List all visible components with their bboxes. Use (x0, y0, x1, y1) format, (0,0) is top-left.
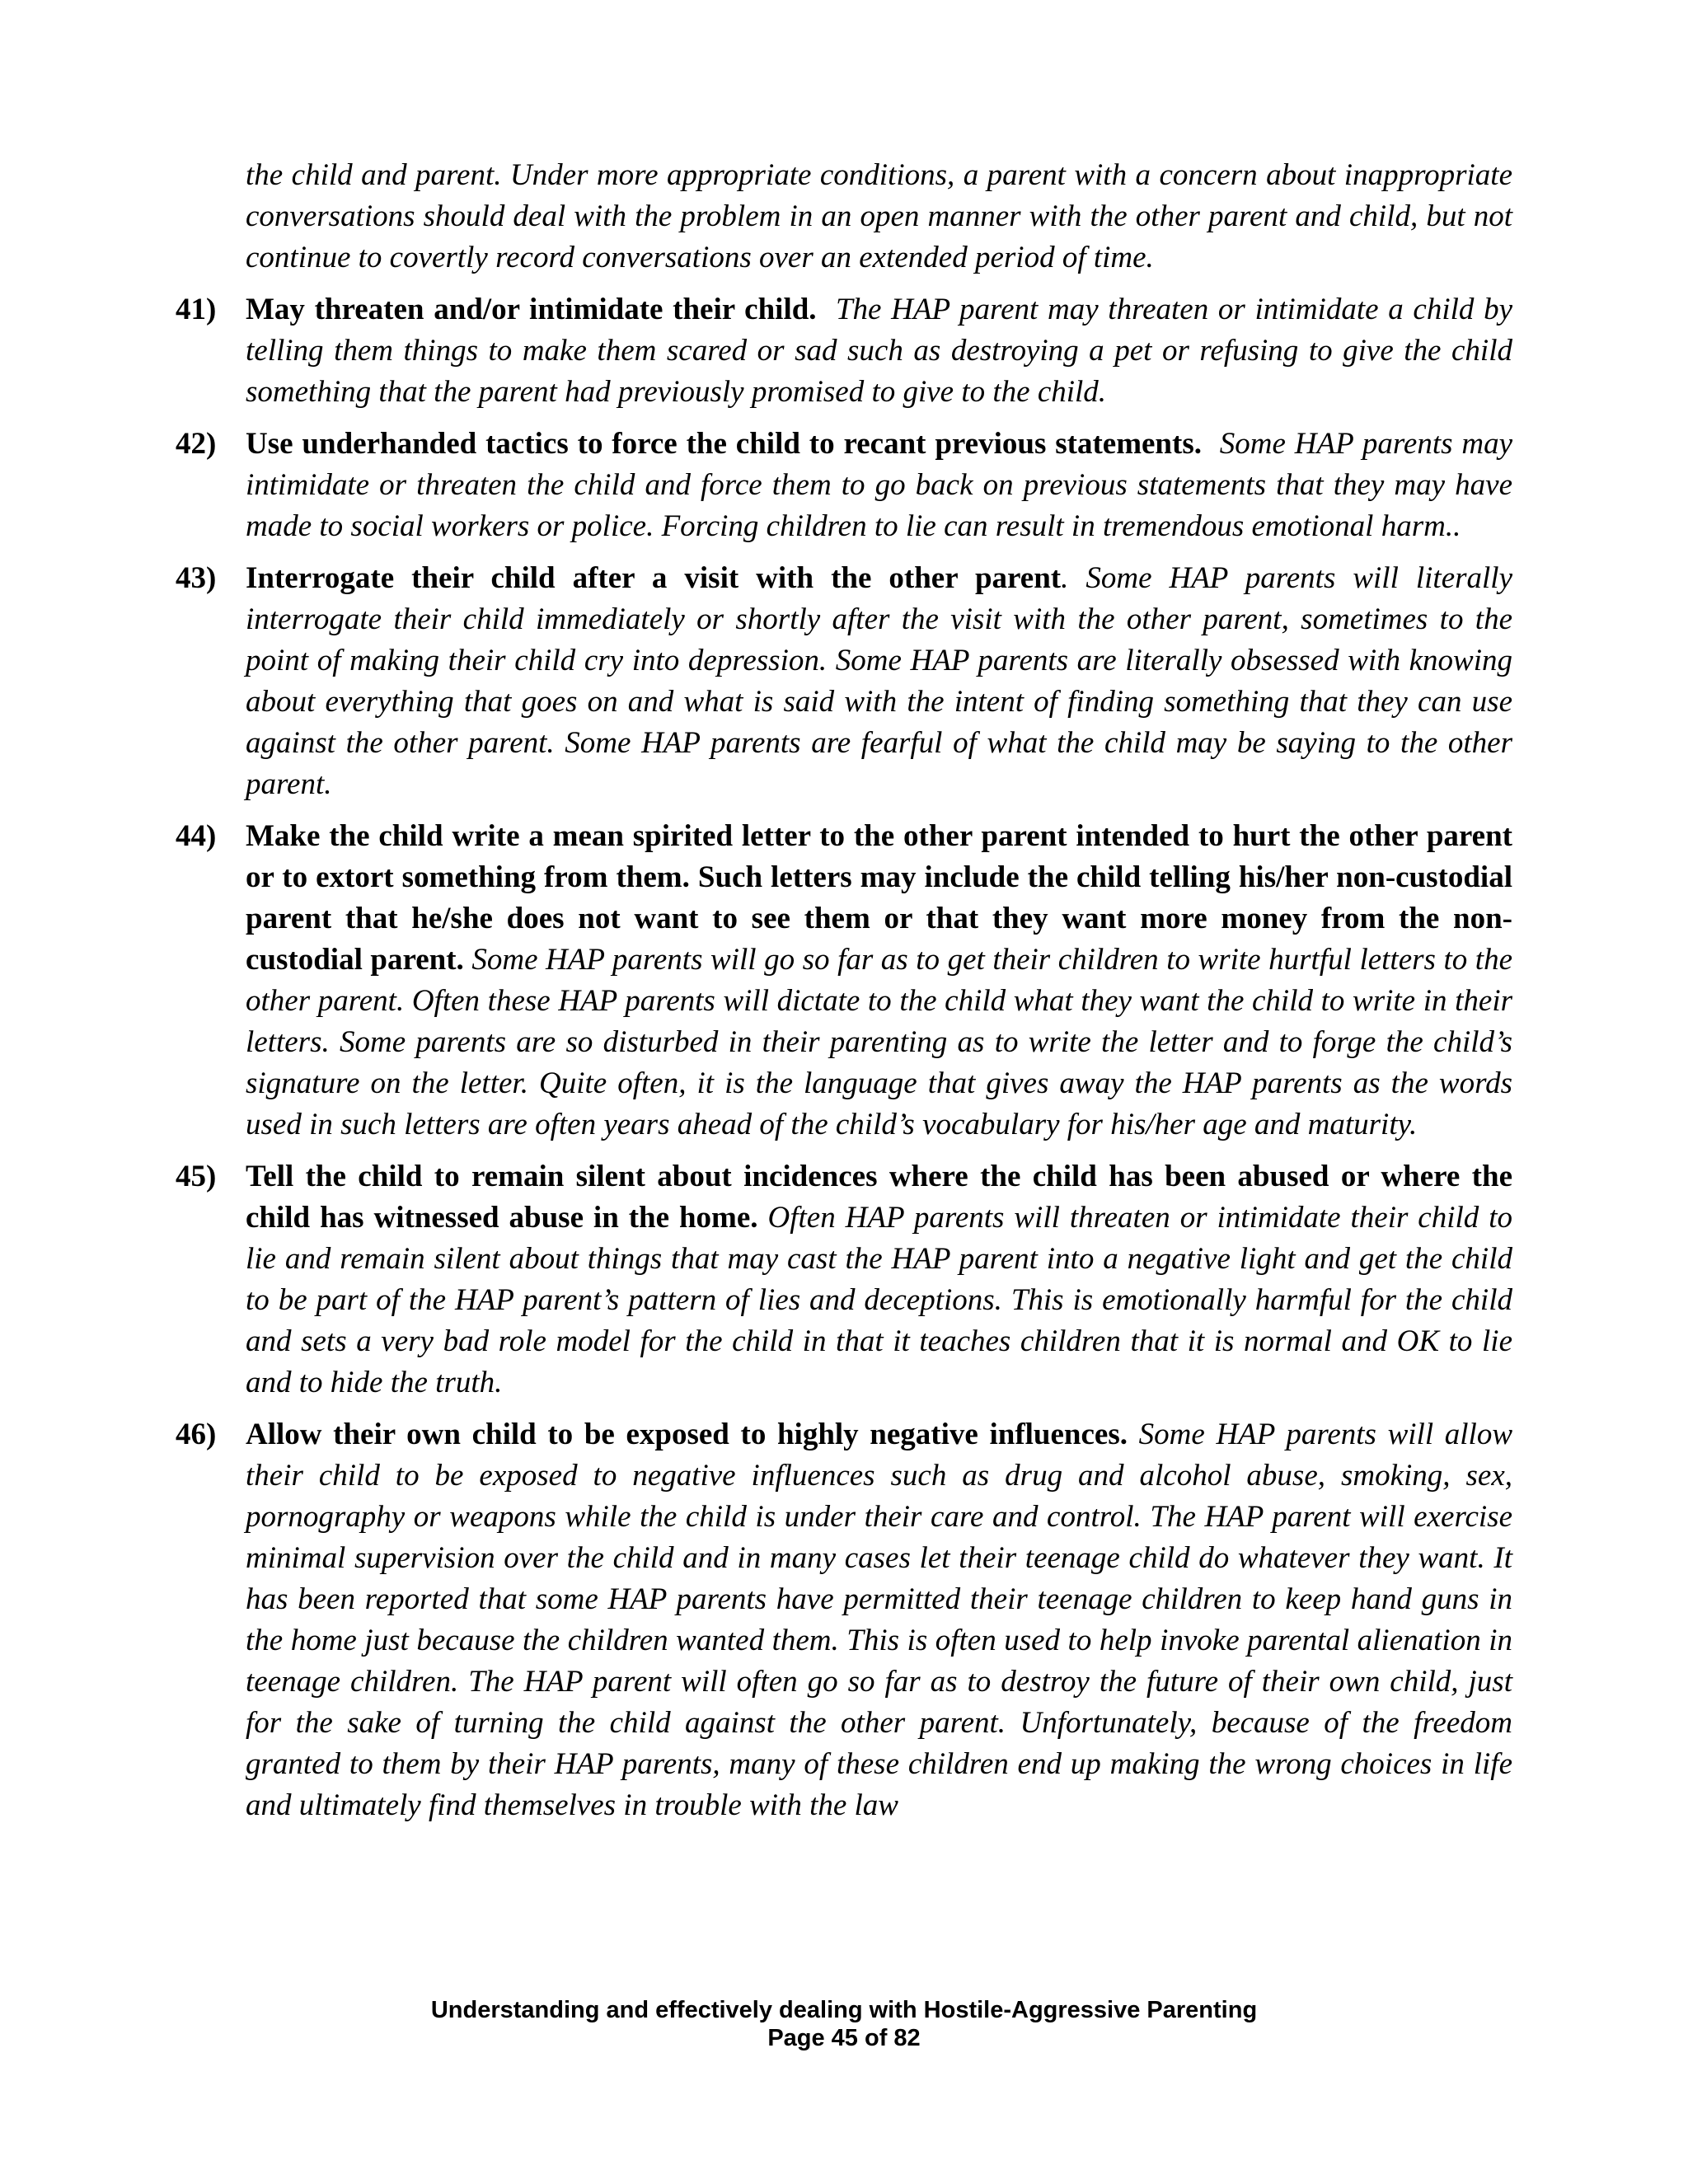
item-number: 41) (176, 293, 217, 326)
page-number: Page 45 of 82 (767, 2025, 921, 2051)
item-heading: Interrogate their child after a visit with the other parent (246, 561, 1062, 595)
continued-paragraph: the child and parent. Under more appropriate conditions, a parent with a concern about inappropriate conversations should deal with the problem in an open manner with the other parent and child, but not continue to covertly record conversations over an extended period of time. (246, 158, 1512, 274)
page-body (176, 155, 1512, 1826)
item-heading: May threaten and/or intimidate their child. (246, 293, 817, 326)
item-heading: Use underhanded tactics to force the child to recant previous statements. (246, 427, 1202, 461)
item-description: . Some HAP parents will literally interrogate their child immediately or shortly after the visit with the other parent, sometimes to the point of making their child cry into depression. Some HAP parents are literally obsessed with knowing about everything that goes on and what is said with the intent of finding something that they can use against the other parent. Some HAP parents are fearful of what the child may be saying to the other parent. (246, 561, 1512, 801)
item-number: 43) (176, 561, 217, 595)
item-description: Some HAP parents will go so far as to get their children to write hurtful letters to the other parent. Often these HAP parents will dictate to the child what they want the child to write in their letters. Some parents are so disturbed in their parenting as to write the letter and to forge the child’s signature on the letter. Quite often, it is the language that gives away the HAP parents as the words used in such letters are often years ahead of the child’s vocabulary for his/her age and maturity. (246, 943, 1512, 1141)
footer-title: Understanding and effectively dealing with Hostile-Aggressive Parenting (430, 1997, 1258, 2023)
item-number: 42) (176, 427, 217, 461)
item-heading: Make the child write a mean spirited letter to the other parent intended to hurt the other parent or to extort something from them. Such letters may include the child telling his/her non-custodial parent that he/she does not want to see them or that they want more money from the non-custodial parent. (246, 819, 1512, 977)
list-item (176, 816, 1512, 1146)
list-item (176, 1414, 1512, 1826)
list-item (176, 558, 1512, 805)
item-number: 46) (176, 1418, 217, 1451)
list-item (176, 424, 1512, 547)
item-heading: Allow their own child to be exposed to highly negative influences. (246, 1418, 1128, 1451)
item-description: The HAP parent may threaten or intimidate a child by telling them things to make them scared or sad such as destroying a pet or refusing to give the child something that the parent had previously promised to give to the child. (246, 293, 1512, 409)
item-number: 44) (176, 819, 217, 853)
page-footer (0, 1996, 1688, 2052)
item-number: 45) (176, 1160, 217, 1193)
list-item (176, 1156, 1512, 1404)
item-description: Some HAP parents may intimidate or threaten the child and force them to go back on previous statements that they may have made to social workers or police. Forcing children to lie can result in tremendous emotional harm.. (246, 427, 1513, 543)
item-description: Some HAP parents will allow their child to be exposed to negative influences such as drug and alcohol abuse, smoking, sex, pornography or weapons while the child is under their care and control. The HAP parent will exercise minimal supervision over the child and in many cases let their teenage child do whatever they want. It has been reported that some HAP parents have permitted their teenage children to keep hand guns in the home just because the children wanted them. This is often used to help invoke parental alienation in teenage children. The HAP parent will often go so far as to destroy the future of their own child, just for the sake of turning the child against the other parent. Unfortunately, because of the freedom granted to them by their HAP parents, many of these children end up making the wrong choices in life and ultimately find themselves in trouble with the law (246, 1418, 1512, 1822)
list-item (176, 289, 1512, 413)
item-description: Often HAP parents will threaten or intimidate their child to lie and remain silent about things that may cast the HAP parent into a negative light and get the child to be part of the HAP parent’s pattern of lies and deceptions. This is emotionally harmful for the child and sets a very bad role model for the child in that it teaches children that it is normal and OK to lie and to hide the truth. (246, 1201, 1512, 1399)
item-heading: Tell the child to remain silent about incidences where the child has been abused or where the child has witnessed abuse in the home. (246, 1160, 1512, 1235)
